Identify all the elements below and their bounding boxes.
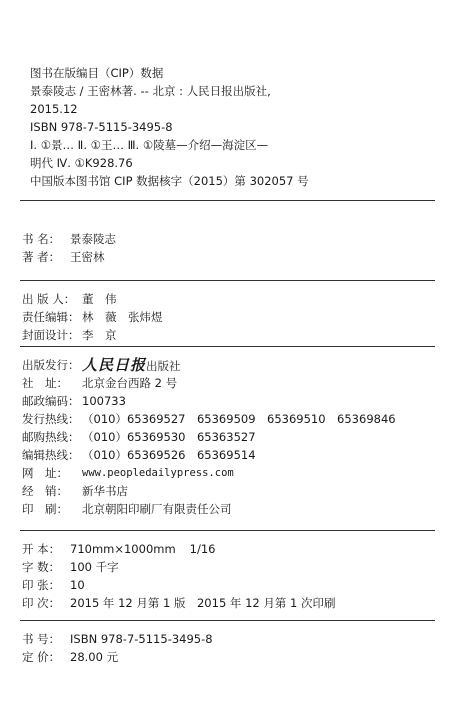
sales-label: 发行热线： <box>22 412 80 426</box>
format-fold: 1/16 <box>189 542 216 556</box>
price-row <box>22 648 432 666</box>
address: 北京金台西路 2 号 <box>82 376 178 390</box>
isbn-label: 书 号： <box>22 632 61 646</box>
words-label: 字 数： <box>22 560 61 574</box>
print-label: 印 刷： <box>22 502 68 516</box>
edition-row <box>22 594 432 612</box>
postcode: 100733 <box>82 394 126 408</box>
isbn-row <box>22 630 432 648</box>
specs-info <box>22 540 432 612</box>
postcode-row <box>22 392 432 410</box>
isbn: ISBN 978-7-5115-3495-8 <box>70 632 213 646</box>
mail-row <box>22 428 432 446</box>
sales-phones: （010）65369527 65369509 65369510 65369846 <box>82 412 396 426</box>
sales-row <box>22 410 432 428</box>
issuer-name <box>82 356 181 374</box>
publisher-row <box>22 290 432 308</box>
format-label: 开 本： <box>22 542 61 556</box>
mail-phones: （010）65369530 65363527 <box>82 430 256 444</box>
dist-row <box>22 482 432 500</box>
edit-label: 编辑热线： <box>22 448 80 462</box>
divider <box>20 280 435 281</box>
distributor: 新华书店 <box>82 484 128 498</box>
divider <box>20 530 435 531</box>
cip-line: Ⅰ. ①景… Ⅱ. ①王… Ⅲ. ①陵墓—介绍—海淀区— <box>30 138 269 152</box>
publisher-label: 出 版 人： <box>22 292 76 306</box>
issuer-label: 出版发行： <box>22 358 80 372</box>
book-title: 景泰陵志 <box>70 232 116 246</box>
author-row <box>22 248 432 266</box>
publisher-name: 董 伟 <box>82 292 117 306</box>
title-label: 书 名： <box>22 232 61 246</box>
format-row <box>22 540 432 558</box>
format: 710mm×1000mm <box>70 542 176 556</box>
book-info <box>22 230 432 266</box>
cip-line: 2015.12 <box>30 102 78 116</box>
sheet-count: 10 <box>70 578 85 592</box>
editor-names: 林 薇 张炜煜 <box>82 310 163 324</box>
divider <box>20 200 435 201</box>
author-label: 著 者： <box>22 250 61 264</box>
cover-label: 封面设计： <box>22 328 80 342</box>
editor-row <box>22 308 432 326</box>
print-row <box>22 500 432 518</box>
sheets-row <box>22 576 432 594</box>
divider <box>20 346 435 347</box>
mail-label: 邮购热线： <box>22 430 80 444</box>
website-link[interactable]: www.peopledailypress.com <box>82 467 234 479</box>
people-daily-logo: 人民日报 <box>82 356 147 374</box>
web-label: 网 址： <box>22 466 68 480</box>
cip-block <box>30 64 430 190</box>
cip-isbn: ISBN 978-7-5115-3495-8 <box>30 120 173 134</box>
issuer-suffix: 出版社 <box>146 359 181 373</box>
cip-line: 景泰陵志 / 王密林著. -- 北京 : 人民日报出版社, <box>30 84 271 98</box>
edition: 2015 年 12 月第 1 版 2015 年 12 月第 1 次印刷 <box>70 596 336 610</box>
title-row <box>22 230 432 248</box>
cover-row <box>22 326 432 344</box>
postcode-label: 邮政编码： <box>22 394 80 408</box>
staff-info <box>22 290 432 344</box>
divider <box>20 620 435 621</box>
cip-line: 明代 Ⅳ. ①K928.76 <box>30 156 133 170</box>
words-row <box>22 558 432 576</box>
edit-phones: （010）65369526 65369514 <box>82 448 256 462</box>
book-author: 王密林 <box>70 250 105 264</box>
word-count: 100 千字 <box>70 560 119 574</box>
edit-row <box>22 446 432 464</box>
press-info <box>22 356 432 518</box>
dist-label: 经 销： <box>22 484 68 498</box>
printer: 北京朝阳印刷厂有限责任公司 <box>82 502 232 516</box>
editor-label: 责任编辑： <box>22 310 80 324</box>
cip-heading: 图书在版编目（CIP）数据 <box>30 66 164 80</box>
address-row <box>22 374 432 392</box>
cip-number: 中国版本图书馆 CIP 数据核字（2015）第 302057 号 <box>30 174 309 188</box>
sheets-label: 印 张： <box>22 578 61 592</box>
address-label: 社 址： <box>22 376 68 390</box>
web-row <box>22 464 432 482</box>
footer-info <box>22 630 432 666</box>
price-label: 定 价： <box>22 650 61 664</box>
price: 28.00 元 <box>70 650 119 664</box>
edition-label: 印 次： <box>22 596 61 610</box>
cover-designer: 李 京 <box>82 328 117 342</box>
issuer-row <box>22 356 432 374</box>
